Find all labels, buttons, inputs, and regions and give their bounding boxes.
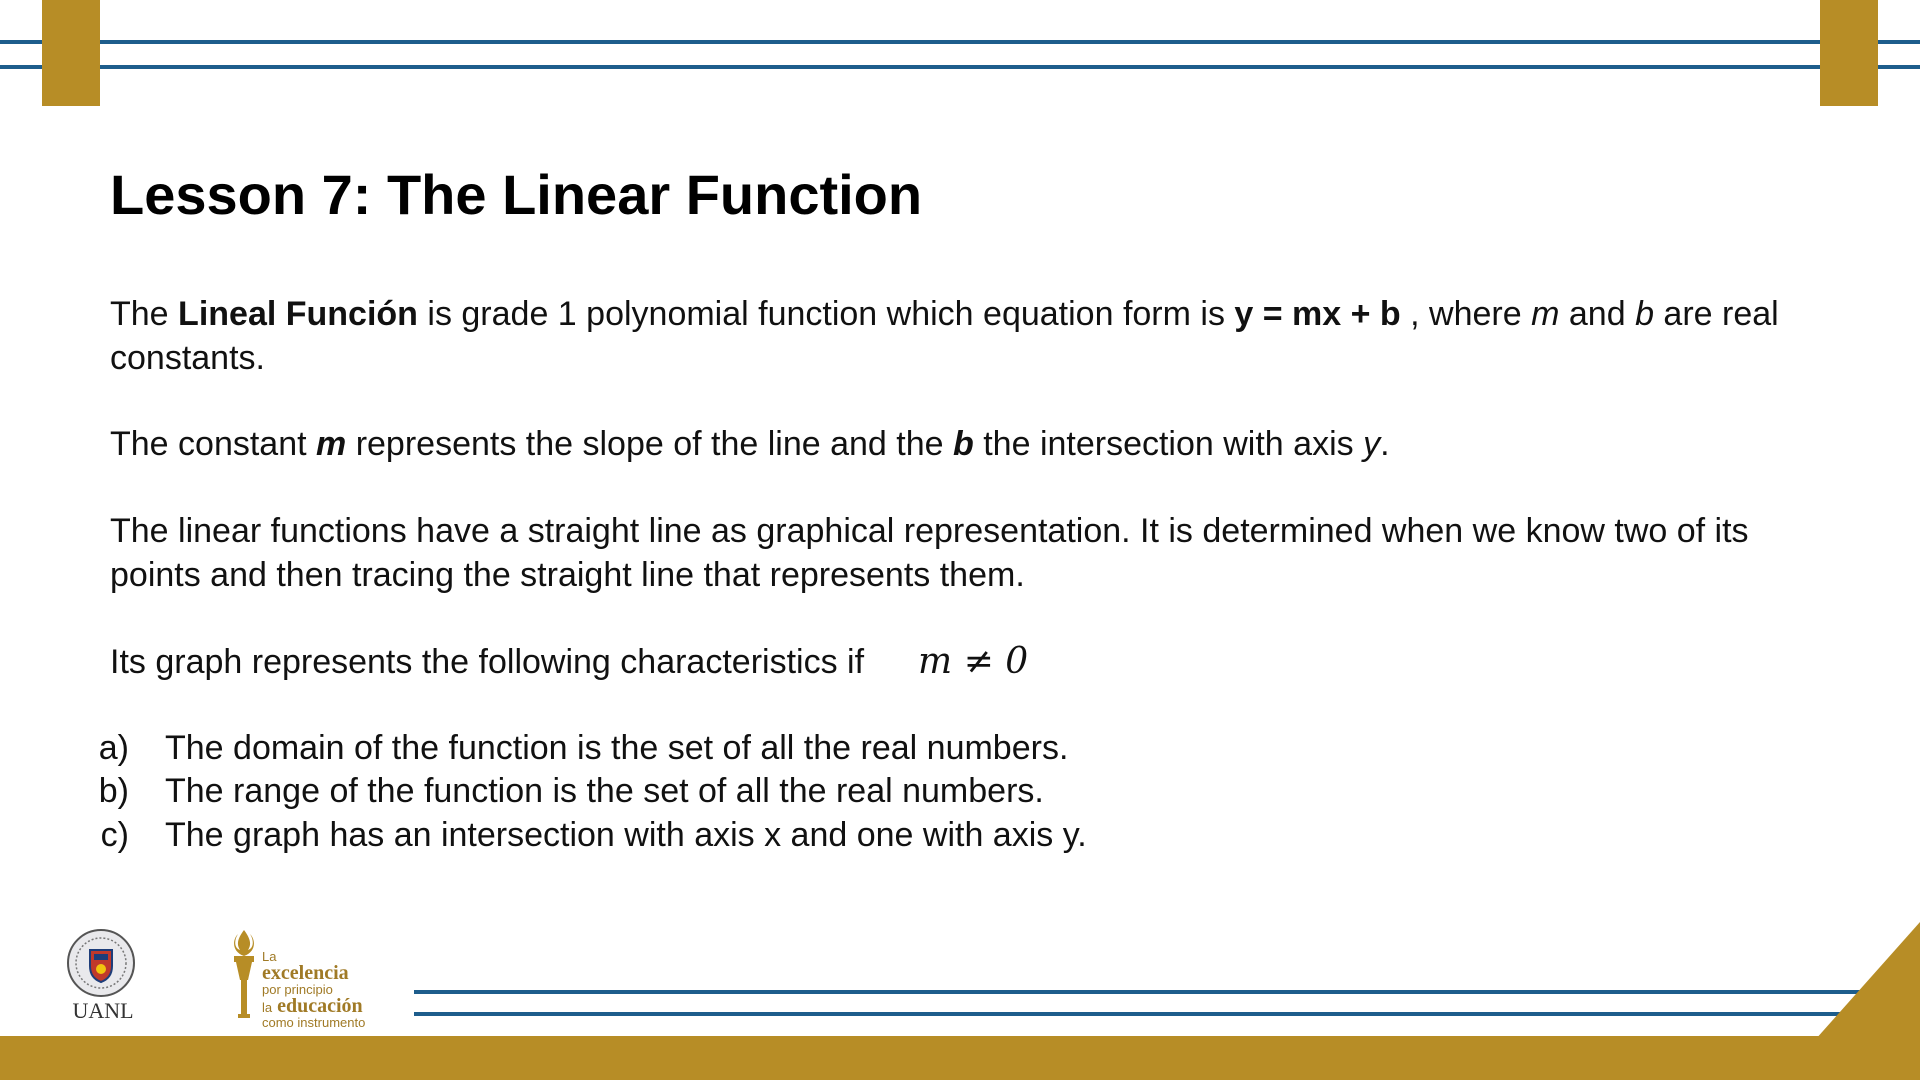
- uanl-seal-icon: [66, 928, 136, 998]
- list-marker: c): [100, 816, 129, 854]
- term-lineal-funcion: Lineal Función: [178, 295, 418, 333]
- paragraph-graph: The linear functions have a straight line as graphical representation. It is determined when we know two of its points and then tracing the straight line that represents them.: [110, 512, 1749, 594]
- motto-line: la: [262, 1000, 273, 1015]
- var-y: y: [1363, 425, 1381, 463]
- var-m: m: [1531, 295, 1560, 333]
- list-item-text: The domain of the function is the set of all the real numbers.: [165, 729, 1069, 767]
- torch-logo-icon: [226, 928, 262, 1022]
- slide-title: Lesson 7: The Linear Function: [110, 163, 923, 226]
- text-run: and: [1559, 295, 1636, 333]
- motto-line-combined: [262, 996, 365, 1016]
- var-m: m: [316, 425, 347, 463]
- list-marker: b): [98, 772, 129, 810]
- list-item-text: The graph has an intersection with axis x and one with axis y.: [165, 816, 1087, 854]
- text-run: The: [110, 295, 179, 333]
- motto-line: por principio: [262, 982, 333, 997]
- text-run: the intersection with axis: [973, 425, 1364, 463]
- text-run: represents the slope of the line and the: [346, 425, 953, 463]
- uanl-label: UANL: [72, 998, 134, 1023]
- equation-linear: y = mx + b: [1234, 295, 1401, 333]
- motto-line: excelencia: [262, 962, 349, 984]
- motto-line: como instrumento: [262, 1015, 366, 1030]
- text-run: , where: [1400, 295, 1532, 333]
- footer-gold-band: [0, 1036, 1920, 1080]
- list-marker: a): [98, 729, 129, 767]
- var-b: b: [953, 425, 974, 463]
- motto-text: [262, 950, 365, 1029]
- text-run: is grade 1 polynomial function which equation form is: [417, 295, 1235, 333]
- var-b: b: [1635, 295, 1654, 333]
- motto-line: La: [262, 949, 277, 964]
- text-run: .: [1380, 425, 1390, 463]
- motto-line: educación: [277, 995, 363, 1017]
- math-m-not-zero: m ≠ 0: [918, 641, 1029, 682]
- text-run: Its graph represents the following characteristics if: [110, 643, 865, 681]
- text-run: are real constants.: [110, 295, 1779, 377]
- text-run: The constant: [110, 425, 317, 463]
- list-item-text: The range of the function is the set of all the real numbers.: [165, 772, 1044, 810]
